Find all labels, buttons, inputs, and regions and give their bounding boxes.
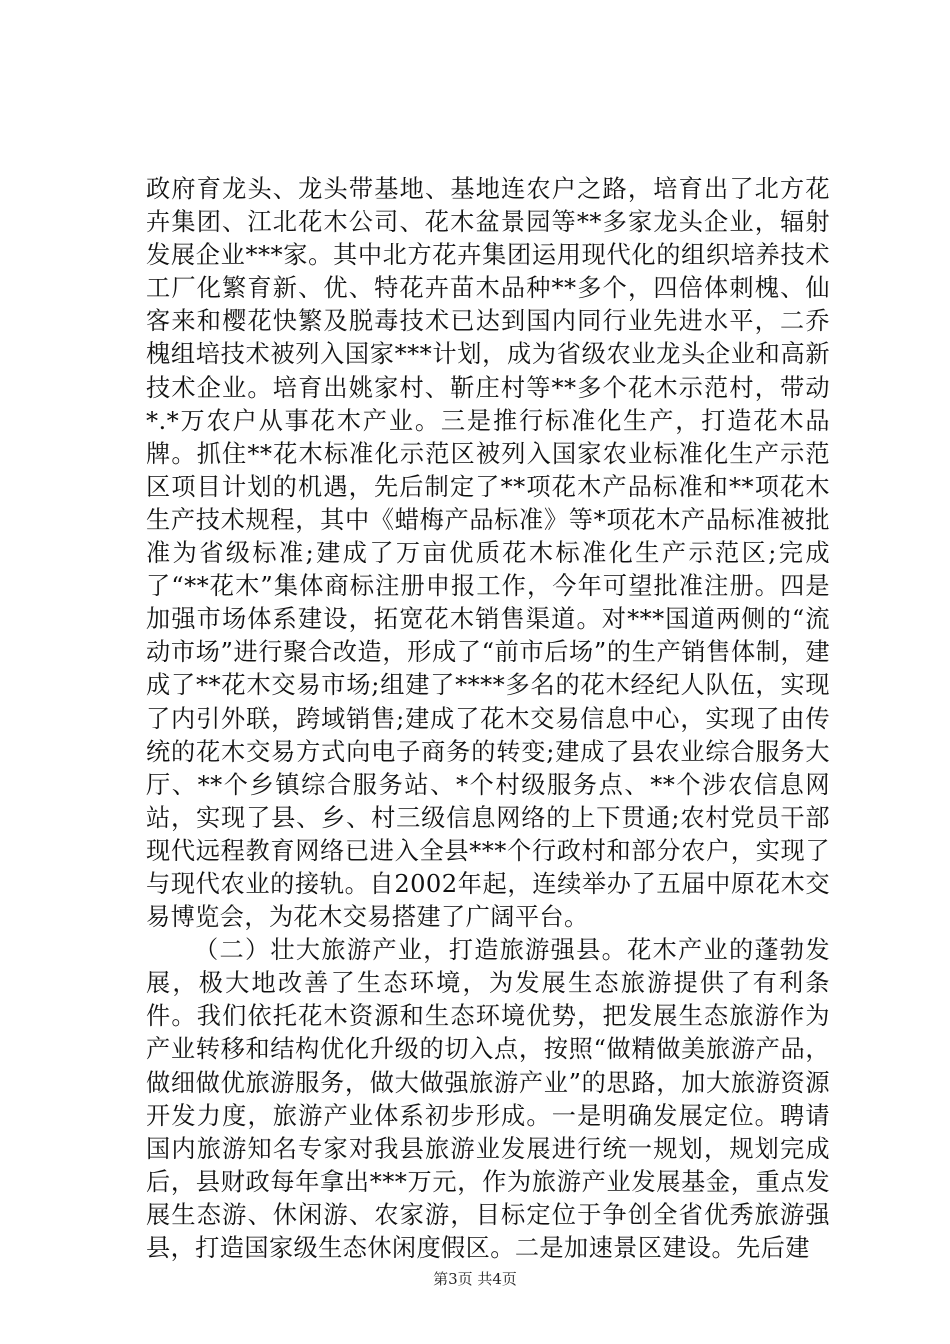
paragraph-continuation: 政府育龙头、龙头带基地、基地连农户之路，培育出了北方花卉集团、江北花木公司、花木盆景园等**多家龙头企业，辐射发展企业***家。其中北方花卉集团运用现代化的组织培养技术工厂化繁育新、优、特花卉苗木品种**多个，四倍体刺槐、仙客来和樱花快繁及脱毒技术已达到国内同行业先进水平，二乔槐组培技术被列入国家***计划，成为省级农业龙头企业和高新技术企业。培育出姚家村、靳庄村等**多个花木示范村，带动*.*万农户从事花木产业。三是推行标准化生产，打造花木品牌。抓住**花木标准化示范区被列入国家农业标准化生产示范区项目计划的机遇，先后制定了**项花木产品标准和**项花木生产技术规程，其中《蜡梅产品标准》等*项花木产品标准被批准为省级标准;建成了万亩优质花木标准化生产示范区;完成了“**花木”集体商标注册申报工作，今年可望批准注册。四是加强市场体系建设，拓宽花木销售渠道。对***国道两侧的“流动市场”进行聚合改造，形成了“前市后场”的生产销售体制，建成了**花木交易市场;组建了****多名的花木经纪人队伍，实现了内引外联，跨域销售;建成了花木交易信息中心，实现了由传统的花木交易方式向电子商务的转变;建成了县农业综合服务大厅、**个乡镇综合服务站、*个村级服务点、**个涉农信息网站，实现了县、乡、村三级信息网络的上下贯通;农村党员干部现代远程教育网络已进入全县***个行政村和部分农户，实现了与现代农业的接轨。自2002年起，连续举办了五届中原花木交易博览会，为花木交易搭建了广阔平台。 [146, 175, 830, 932]
paragraph-tourism: （二）壮大旅游产业，打造旅游强县。花木产业的蓬勃发展，极大地改善了生态环境，为发展生态旅游提供了有利条件。我们依托花木资源和生态环境优势，把发展生态旅游作为产业转移和结构优化升级的切入点，按照“做精做美旅游产品，做细做优旅游服务，做大做强旅游产业”的思路，加大旅游资源开发力度，旅游产业体系初步形成。一是明确发展定位。聘请国内旅游知名专家对我县旅游业发展进行统一规划，规划完成后，县财政每年拿出***万元，作为旅游产业发展基金，重点发展生态游、休闲游、农家游，目标定位于争创全省优秀旅游强县，打造国家级生态休闲度假区。二是加速景区建设。先后建 [146, 936, 830, 1262]
body-text [146, 173, 830, 1265]
page-footer: 第3页 共4页 [433, 1270, 517, 1288]
